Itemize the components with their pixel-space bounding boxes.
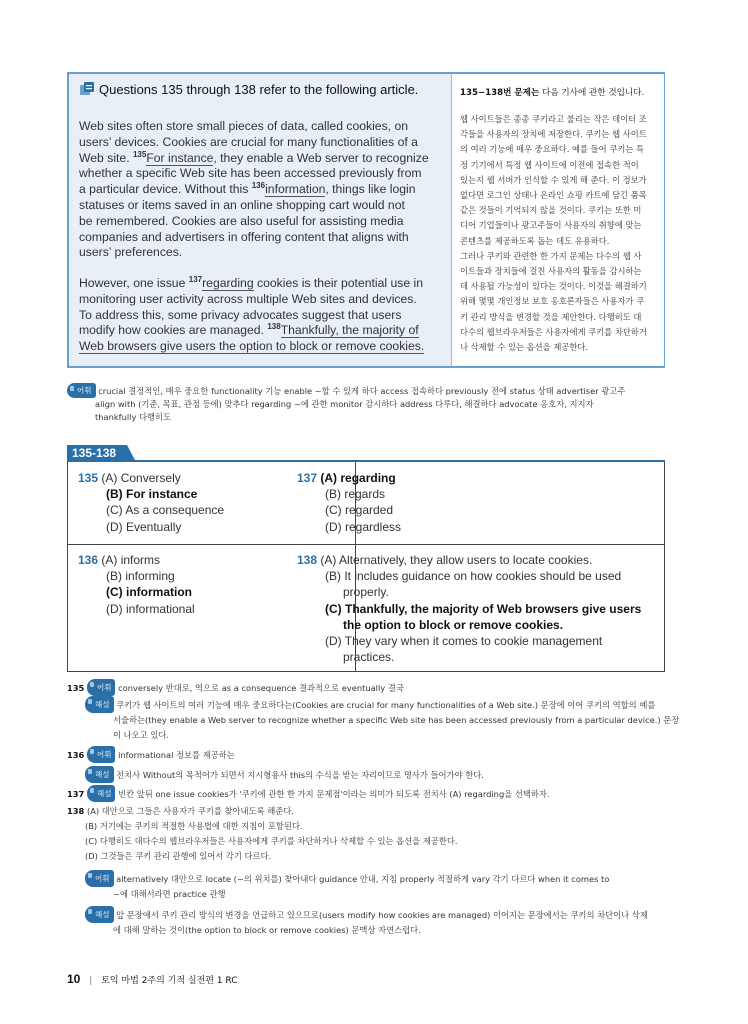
answer-option-line xyxy=(297,649,667,665)
vocab-tag: 어휘 xyxy=(67,383,96,398)
passage-text: monitoring user activity across multiple Web sites and devices. xyxy=(79,291,417,306)
question-tab: 135-138 xyxy=(67,445,127,462)
blank-answer-underlined: Thankfully, the majority of xyxy=(280,323,419,338)
blank-answer-underlined: For instance xyxy=(146,150,214,165)
passage-line xyxy=(79,119,451,135)
answer-option xyxy=(78,601,195,617)
question-136 xyxy=(78,552,195,617)
footer-separator: | xyxy=(89,976,93,986)
explanation-vocab: alternatively 대안으로 locate (~의 위치를) 찾아내다 guidance 안내, 지침 properly 적절하게 vary 각기 다르다 when it comes to xyxy=(116,874,610,884)
answer-option xyxy=(78,584,195,600)
explanation-vocab: informational 정보를 제공하는 xyxy=(118,750,235,760)
passage-line xyxy=(79,276,451,292)
answer-option xyxy=(78,470,224,486)
passage-text: be remembered. Cookies are also useful for assisting media xyxy=(79,213,404,228)
answer-option-line xyxy=(297,552,667,568)
passage-line xyxy=(79,339,451,355)
passage-line xyxy=(79,166,451,182)
answer-option-line xyxy=(297,633,667,649)
passage-text: Web site. xyxy=(79,150,133,165)
passage-english xyxy=(69,74,451,366)
passage-text: companies and advertisers in offering content that aligns with xyxy=(79,229,409,244)
option-text: properly. xyxy=(343,585,389,600)
passage-text: , things like login xyxy=(325,182,416,197)
option-text: (A) regarding xyxy=(320,471,396,485)
explanation-vocab: ~에 대해서라면 practice 관행 xyxy=(113,889,226,899)
vocab-line: crucial 결정적인, 매우 중요한 functionality 기능 enable ~할 수 있게 하다 access 접속하다 previously 전에 status 상태 advertiser 광고주 xyxy=(98,386,626,396)
answer-option xyxy=(78,486,224,502)
explanation-number: 137 xyxy=(67,789,85,799)
passage-text: cookies is their potential use in xyxy=(253,276,423,290)
answer-option xyxy=(297,470,401,486)
passage-text: whether a specific Web site has been accessed previously from xyxy=(79,166,422,181)
option-text: (D) regardless xyxy=(325,519,402,534)
korean-line: 이트들과 장치들에 걸친 사용자의 활동을 감시하는 xyxy=(460,266,642,277)
korean-line: 키 관리 방식을 변경할 것을 제안한다. 다행히도 대 xyxy=(460,311,642,322)
vocab-line: align with (기준, 목표, 관점 등에) 맞추다 regarding ~에 관한 monitor 감시하다 address 다루다, 해결하다 advocate 옹호자, 지지자 xyxy=(95,399,594,409)
option-text: (A) Alternatively, they allow users to locate cookies. xyxy=(320,553,593,567)
explain-tag: 해설 xyxy=(87,785,116,802)
vocab-tag: 어휘 xyxy=(87,746,116,763)
korean-line: 그러나 쿠키와 관련한 한 가지 문제는 다수의 웹 사 xyxy=(460,250,642,261)
passage-text: users’ preferences. xyxy=(79,245,183,260)
question-137 xyxy=(297,470,401,535)
question-135 xyxy=(78,470,224,535)
option-text: (B) It includes guidance on how cookies should be used xyxy=(325,569,622,584)
option-text: (D) Eventually xyxy=(106,519,182,534)
passage-paragraph-1 xyxy=(79,119,451,261)
explanation-text: 에 대해 말하는 것이(the option to block or remove cookies) 문맥상 자연스럽다. xyxy=(113,925,421,935)
question-number: 137 xyxy=(297,471,318,485)
book-title: 토익 마법 2주의 기적 실전편 1 RC xyxy=(101,976,238,986)
passage-line xyxy=(79,323,451,339)
passage-line xyxy=(79,182,451,198)
translation-line: (B) 거기에는 쿠키의 적절한 사용법에 대한 지침이 포함된다. xyxy=(85,821,303,831)
question-number: 136 xyxy=(78,553,99,567)
option-text: (C) information xyxy=(106,585,192,600)
answer-option-line xyxy=(297,568,667,584)
option-text: (B) informing xyxy=(106,569,175,584)
option-text: (C) As a consequence xyxy=(106,503,225,518)
korean-line: 웹 사이트들은 종종 쿠키라고 불리는 작은 데이터 조 xyxy=(460,114,647,124)
blank-number: 137 xyxy=(188,274,203,284)
korean-line: 같은 것들이 기억되지 않을 것이다. 쿠키는 또한 미 xyxy=(460,205,642,216)
option-text: the option to block or remove cookies. xyxy=(343,617,564,632)
korean-line: 콘텐츠를 제공하도록 돕는 데도 유용하다. xyxy=(460,235,610,246)
option-text: practices. xyxy=(343,650,395,665)
blank-number: 136 xyxy=(251,181,266,191)
passage-text: , they enable a Web server to recognize xyxy=(213,150,429,165)
passage-line xyxy=(79,214,451,230)
question-table xyxy=(67,462,665,672)
explanation-text: 빈칸 앞뒤 one issue cookies가 '쿠키에 관한 한 가지 문제점'이라는 의미가 되도록 전치사 (A) regarding을 선택하자. xyxy=(118,789,550,799)
explanation-text: 앞 문장에서 쿠키 관리 방식의 변경을 언급하고 있으므로(users modify how cookies are managed) 이어지는 문장에서는 쿠키의 차단이나 삭제 xyxy=(116,910,648,920)
passage-line xyxy=(79,151,451,167)
korean-line: 각들을 사용자의 장치에 저장한다. 쿠키는 웹 사이트 xyxy=(460,129,647,140)
passage-heading: Questions 135 through 138 refer to the following article. xyxy=(79,82,418,97)
row-divider xyxy=(68,544,664,545)
answer-option xyxy=(78,502,224,518)
option-text: (A) informs xyxy=(101,553,161,567)
option-text: (D) informational xyxy=(106,601,195,616)
explain-tag: 해설 xyxy=(85,766,114,783)
vocab-tag: 어휘 xyxy=(85,870,114,887)
article-icon xyxy=(79,82,95,96)
korean-line: 정 기기에서 특정 웹 사이트에 이전에 접속한 적이 xyxy=(460,159,639,170)
passage-text: statuses or items saved in an online shopping cart would not xyxy=(79,197,405,212)
blank-answer-underlined: Web browsers give users the option to block or remove cookies. xyxy=(79,339,425,354)
passage-line xyxy=(79,230,451,246)
passage-text: users’ devices. Cookies are crucial for many functionalities of a xyxy=(79,134,418,149)
vocab-tag: 어휘 xyxy=(87,679,116,696)
explain-tag: 해설 xyxy=(85,696,114,713)
vocab-section xyxy=(67,383,682,424)
option-text: (C) regarded xyxy=(325,503,394,518)
translation-line: (D) 그것들은 쿠키 관리 관행에 있어서 각기 다르다. xyxy=(85,851,272,861)
passage-line xyxy=(79,198,451,214)
answer-option-line xyxy=(297,584,667,600)
explanation-text: (A) 대안으로 그들은 사용자가 쿠키를 찾아내도록 해준다. xyxy=(86,806,294,816)
blank-number: 135 xyxy=(132,149,147,159)
passage-line xyxy=(79,308,451,324)
blank-number: 138 xyxy=(267,322,281,332)
passage-line xyxy=(79,135,451,151)
passage-text: Web sites often store small pieces of data, called cookies, on xyxy=(79,119,409,133)
korean-line: 디어 기업들이나 광고주들이 사용자의 취향에 맞는 xyxy=(460,220,642,231)
explanation-text: 이 나오고 있다. xyxy=(113,730,170,740)
answer-option-line xyxy=(297,601,667,617)
option-text: (A) Conversely xyxy=(101,471,181,485)
page-number: 10 xyxy=(67,972,81,986)
option-text: (D) They vary when it comes to cookie management xyxy=(325,634,603,649)
korean-line: 나 삭제할 수 있는 옵션을 제공한다. xyxy=(460,342,589,353)
korean-line: 다수의 웹브라우저들은 사용자에게 쿠키를 차단하거 xyxy=(460,326,647,337)
explanations xyxy=(67,679,687,938)
translation-line: (C) 다행히도 대다수의 웹브라우저들은 사용자에게 쿠키를 차단하거나 삭제할 수 있는 옵션을 제공한다. xyxy=(85,836,458,846)
korean-line: 데 사용될 가능성이 있다는 것이다. 이것을 해결하기 xyxy=(460,281,647,292)
vocab-line: thankfully 다행히도 xyxy=(95,412,172,422)
passage-paragraph-2 xyxy=(79,276,451,355)
korean-line: 위해 몇몇 개인정보 보호 옹호론자들은 사용자가 쿠 xyxy=(460,296,645,307)
option-text: (B) regards xyxy=(325,487,386,502)
option-text: (B) For instance xyxy=(106,487,198,502)
passage-text: However, one issue xyxy=(79,276,189,290)
answer-option xyxy=(78,552,195,568)
blank-answer-underlined: regarding xyxy=(202,276,254,290)
passage-text: a particular device. Without this xyxy=(79,182,252,197)
page-footer xyxy=(67,972,238,986)
korean-line: 의 여러 기능에 매우 중요하다. 예를 들어 쿠키는 특 xyxy=(460,144,645,155)
passage-text: To address this, some privacy advocates suggest that users xyxy=(79,307,402,322)
explain-tag: 해설 xyxy=(85,906,114,923)
explanation-138-translations xyxy=(67,819,687,864)
explanation-number: 135 xyxy=(67,683,85,693)
passage-line xyxy=(79,245,451,261)
answer-option xyxy=(78,568,195,584)
explanation-text: 전치사 Without의 목적어가 되면서 지시형용사 this의 수식을 받는 자리이므로 명사가 들어가야 한다. xyxy=(116,770,484,780)
question-138 xyxy=(297,552,667,665)
passage-box xyxy=(67,72,665,368)
question-number: 135 xyxy=(78,471,99,485)
explanation-text: 쿠키가 웹 사이트의 여러 기능에 매우 중요하다는(Cookies are crucial for many functionalities of a Web site.) 문장에 이어 쿠키의 역할의 예를 xyxy=(116,700,656,710)
korean-translation xyxy=(460,112,660,355)
answer-option-line xyxy=(297,617,667,633)
answer-option xyxy=(78,519,224,535)
answer-option xyxy=(297,519,401,535)
korean-heading: 135−138번 문제는 다음 기사에 관한 것입니다. xyxy=(460,88,645,98)
explanation-vocab: conversely 반대로, 역으로 as a consequence 결과적으로 eventually 결국 xyxy=(118,683,404,693)
explanation-number: 138 xyxy=(67,806,85,816)
passage-line xyxy=(79,292,451,308)
explanation-text: 서술하는(they enable a Web server to recognize whether a specific Web site has been accessed previously from a particular device.) 문장 xyxy=(113,715,680,725)
question-number: 138 xyxy=(297,553,318,567)
answer-option xyxy=(297,486,401,502)
option-text: (C) Thankfully, the majority of Web browsers give users xyxy=(325,601,642,616)
passage-korean xyxy=(451,74,664,366)
korean-line: 없다면 로그인 상태나 온라인 쇼핑 카트에 담긴 품목 xyxy=(460,190,647,201)
blank-answer-underlined: information xyxy=(265,182,326,197)
passage-text: modify how cookies are managed. xyxy=(79,323,268,338)
explanation-number: 136 xyxy=(67,750,85,760)
korean-line: 있는지 웹 서버가 인식할 수 있게 해 준다. 이 정보가 xyxy=(460,174,647,185)
answer-option xyxy=(297,502,401,518)
